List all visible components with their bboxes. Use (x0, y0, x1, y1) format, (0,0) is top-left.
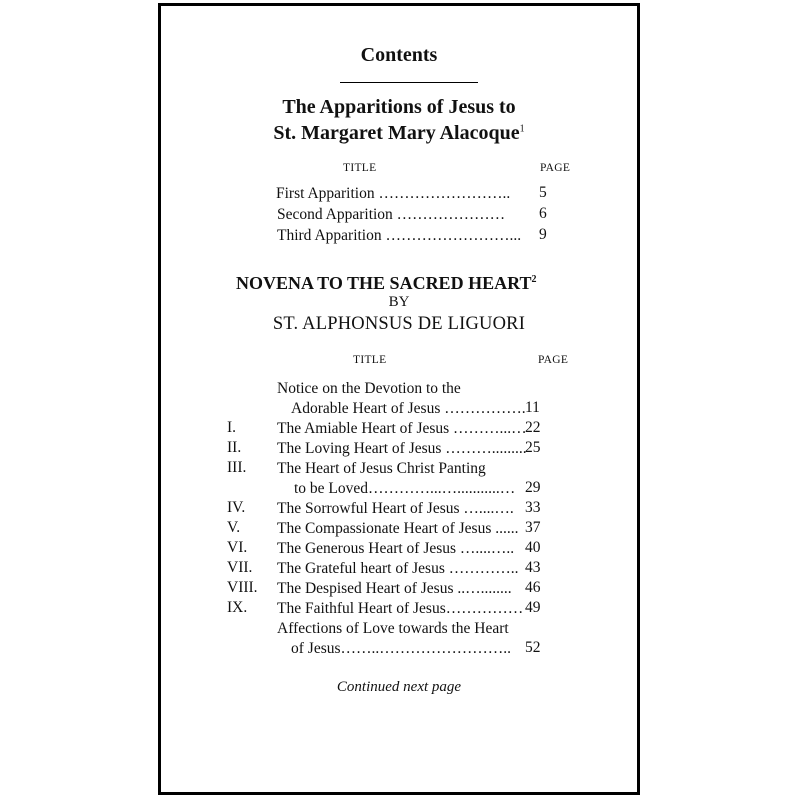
toc-entry: The Sorrowful Heart of Jesus …....…. (277, 500, 514, 517)
toc-page-number: 40 (525, 539, 541, 556)
section2-author: ST. ALPHONSUS DE LIGUORI (272, 314, 526, 334)
toc-entry: The Grateful heart of Jesus ………….. (277, 560, 519, 577)
toc-page-number: 25 (525, 439, 541, 456)
section1-title-line2 (161, 122, 637, 145)
section2-title-text: NOVENA TO THE SACRED HEART (236, 273, 532, 293)
toc-entry-continuation: Adorable Heart of Jesus ……………. (291, 400, 526, 417)
section1-col-page: PAGE (540, 162, 571, 174)
toc-page-number: 46 (525, 579, 541, 596)
toc-page-number: 37 (525, 519, 541, 536)
toc-page-number: 11 (525, 399, 540, 416)
toc-entry: The Loving Heart of Jesus ………......... (277, 440, 527, 457)
toc-entry: The Despised Heart of Jesus ..…........ (277, 580, 512, 597)
toc-page-number: 49 (525, 599, 541, 616)
toc-page-number: 29 (525, 479, 541, 496)
toc-entry: Third Apparition ……………………... (277, 227, 522, 244)
section1-title-line1: The Apparitions of Jesus to (282, 96, 516, 118)
toc-entry: The Amiable Heart of Jesus ………...… (277, 420, 527, 437)
toc-roman-numeral: I. (227, 419, 237, 436)
toc-entry: The Compassionate Heart of Jesus ...... (277, 520, 519, 537)
toc-roman-numeral: IX. (227, 599, 248, 616)
section1-col-title: TITLE (343, 162, 377, 174)
contents-title: Contents (360, 44, 438, 66)
toc-roman-numeral: V. (227, 519, 241, 536)
toc-entry: The Faithful Heart of Jesus…………… (277, 600, 524, 617)
toc-roman-numeral: II. (227, 439, 242, 456)
toc-roman-numeral: III. (227, 459, 247, 476)
footnote-marker-1: 1 (519, 123, 525, 135)
toc-roman-numeral: VIII. (227, 579, 258, 596)
section2-title (236, 273, 536, 294)
toc-entry: Second Apparition ………………… (277, 206, 506, 223)
section1-title-text: St. Margaret Mary Alacoque (273, 122, 520, 144)
toc-roman-numeral: VII. (227, 559, 253, 576)
section2-by: BY (388, 294, 410, 310)
toc-page-number: 33 (525, 499, 541, 516)
toc-page-number: 22 (525, 419, 541, 436)
section2-col-title: TITLE (353, 354, 387, 366)
toc-page-number: 43 (525, 559, 541, 576)
document-page (158, 3, 640, 795)
footnote-marker-2: 2 (531, 274, 537, 285)
toc-page-number: 6 (539, 205, 547, 222)
toc-page-number: 52 (525, 639, 541, 656)
toc-entry: The Heart of Jesus Christ Panting (277, 460, 486, 477)
toc-entry: Notice on the Devotion to the (277, 380, 461, 397)
toc-page-number: 5 (539, 184, 547, 201)
toc-entry-continuation: of Jesus……..…………………….. (291, 640, 512, 657)
toc-roman-numeral: IV. (227, 499, 246, 516)
toc-page-number: 9 (539, 226, 547, 243)
toc-entry: The Generous Heart of Jesus …....….. (277, 540, 515, 557)
toc-entry: First Apparition …………………….. (276, 185, 511, 202)
section2-col-page: PAGE (538, 354, 569, 366)
toc-entry-continuation: to be Loved…………...…...........… (294, 480, 516, 497)
continued-note: Continued next page (336, 679, 462, 695)
title-divider (340, 82, 478, 83)
toc-roman-numeral: VI. (227, 539, 248, 556)
toc-entry: Affections of Love towards the Heart (277, 620, 509, 637)
